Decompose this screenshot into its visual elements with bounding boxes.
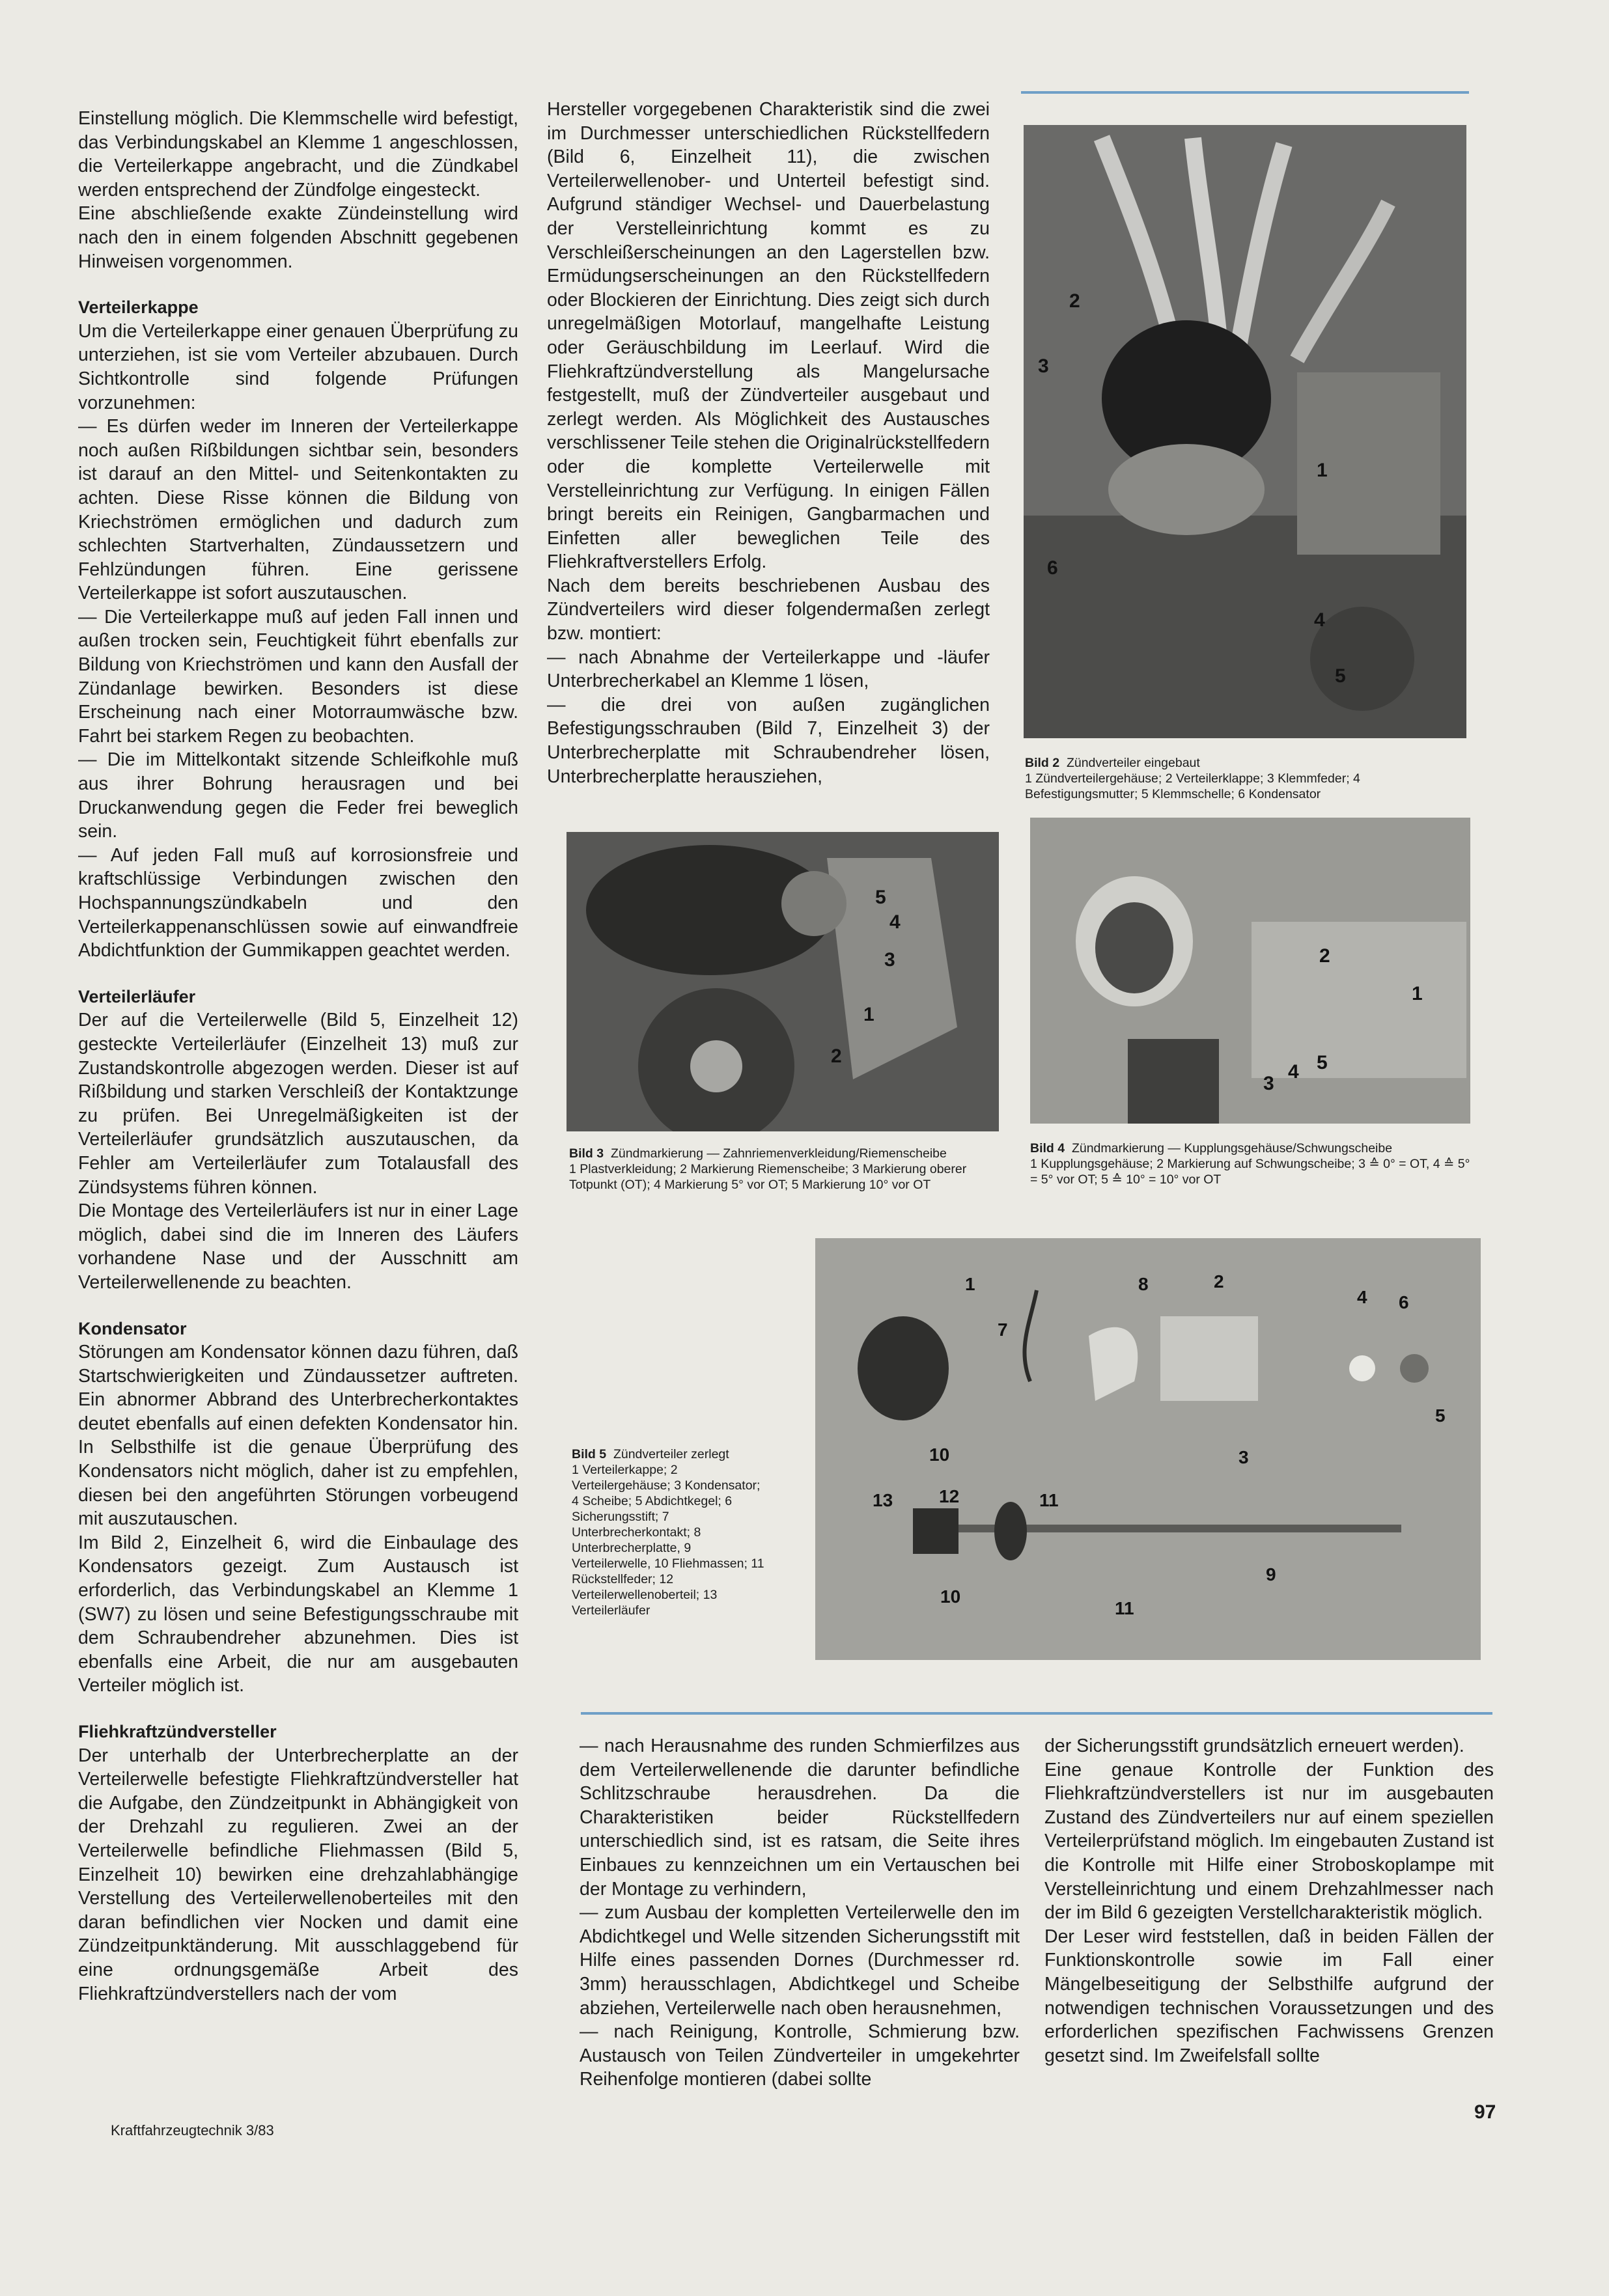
caption-title: Zündmarkierung — Kupplungsgehäuse/Schwungscheibe: [1071, 1141, 1393, 1155]
paragraph: — Auf jeden Fall muß auf korrosionsfreie und kraftschlüssige Verbindungen zwischen den Hochspannungszündkabeln und den Verteilerkappenanschlüssen sowie auf einwandfreie Abdichtfunktion der Gummikappen geachtet werden.: [78, 844, 518, 961]
photo-label: 2: [1214, 1271, 1224, 1292]
photo-label: 2: [831, 1045, 842, 1067]
photo-label: 9: [1266, 1564, 1276, 1584]
photo-label: 11: [1115, 1598, 1134, 1618]
page-number: 97: [1474, 2101, 1496, 2123]
caption-label: Bild 3: [569, 1146, 604, 1161]
photo-label: 5: [1335, 665, 1346, 687]
photo-label: 4: [1314, 609, 1325, 631]
photo-label: 11: [1039, 1490, 1059, 1510]
caption-items: 1 Zündverteilergehäuse; 2 Verteilerklappe; 3 Klemmfeder; 4 Befestigungsmutter; 5 Klemmschelle; 6 Kondensator: [1025, 771, 1360, 801]
divider-rule: [1021, 91, 1469, 94]
section-heading: Verteilerkappe: [78, 297, 199, 318]
divider-rule: [581, 1712, 1492, 1715]
caption-label: Bild 2: [1025, 756, 1060, 770]
paragraph: Im Bild 2, Einzelheit 6, wird die Einbaulage des Kondensators gezeigt. Zum Austausch ist erforderlich, das Verbindungskabel an Klemme 1 (SW7) zu lösen und seine Befestigungsschraube mit dem Schraubendreher abzunehmen. Dies ist ebenfalls eine Arbeit, die nur am ausgebauten Verteiler möglich ist.: [78, 1532, 518, 1696]
photo-label: 1: [965, 1274, 975, 1294]
photo-label: 3: [1038, 355, 1049, 377]
paragraph: Der unterhalb der Unterbrecherplatte an der Verteilerwelle befestigte Fliehkraftzündversteller hat die Aufgabe, den Zündzeitpunkt in Abhängigkeit von der Drehzahl zu regulieren. Zwei an der Verteilerwelle befindliche Fliehmassen (Bild 5, Einzelheit 10) bewirken eine drehzahlabhängige Verstellung des Verteilerwellenoberteiles mit den daran befindlichen vier Nocken und damit eine Zündzeitpunktänderung. Mit ausschlaggebend für eine ordnungsgemäße Arbeit des Fliehkraftzündverstellers nach der vom: [78, 1745, 518, 2004]
caption-title: Zündverteiler zerlegt: [613, 1447, 729, 1461]
paragraph: — Die im Mittelkontakt sitzende Schleifkohle muß aus ihrer Bohrung herausragen und bei Druckanwendung gegen die Feder frei beweglich sein.: [78, 749, 518, 842]
paragraph: Hersteller vorgegebenen Charakteristik sind die zwei im Durchmesser unterschiedlichen Rückstellfedern (Bild 6, Einzelheit 11), die zwischen Verteilerwellenober- und Unterteil befestigt sind. Aufgrund ständiger Wechsel- und Dauerbelastung der Verstelleinrichtung kommt es zu Verschleißerscheinungen an den Lagerstellen bzw. Ermüdungserscheinungen an den Rückstellfedern oder Blockieren der Einrichtung. Dies zeigt sich durch unregelmäßigen Motorlauf, mangelhafte Leistung oder Geräuschbildung im Leerlauf. Wird die Fliehkraftzündverstellung als Mangelursache festgestellt, muß der Zündverteiler ausgebaut und zerlegt werden. Als Möglichkeit des Austausches verschlissener Teile stehen die Originalrückstellfedern oder die komplette Verteilerwelle mit Verstelleinrichtung zur Verfügung. In einigen Fällen bringt bereits ein Reinigen, Gangbarmachen und Einfetten aller beweglichen Teile des Fliehkraftverstellers Erfolg.: [547, 99, 990, 573]
caption-label: Bild 4: [1030, 1141, 1065, 1155]
photo-label: 5: [1317, 1052, 1328, 1073]
paragraph: Um die Verteilerkappe einer genauen Überprüfung zu unterziehen, ist sie vom Verteiler abzubauen. Durch Sichtkontrolle sind folgende Prüfungen vorzunehmen:: [78, 320, 518, 413]
photo-label: 5: [1435, 1405, 1446, 1426]
photo-label: 8: [1138, 1274, 1149, 1294]
paragraph: — nach Abnahme der Verteilerkappe und -läufer Unterbrecherkabel an Klemme 1 lösen,: [547, 646, 990, 692]
photo-label: 7: [998, 1320, 1008, 1340]
caption-items: 1 Verteilerkappe; 2 Verteilergehäuse; 3 Kondensator; 4 Scheibe; 5 Abdichtkegel; 6 Sicherungsstift; 7 Unterbrecherkontakt; 8 Unterbrecherplatte, 9 Verteilerwelle, 10 Fliehmassen; 11 Rückstellfeder; 12 Verteilerwellenoberteil; 13 Verteilerläufer: [572, 1463, 764, 1618]
footer-source: Kraftfahrzeugtechnik 3/83: [111, 2122, 274, 2138]
paragraph: Störungen am Kondensator können dazu führen, daß Startschwierigkeiten und Zündaussetzer auftreten. Ein abnormer Abbrand des Unterbrecherkontaktes deutet ebenfalls auf einen defekten Kondensator hin. In Selbsthilfe ist die genaue Überprüfung des Kondensators nicht möglich, daher ist zu empfehlen, diesen bei den angeführten Störungen vorbeugend mit auszutauschen.: [78, 1342, 518, 1530]
caption-items: 1 Kupplungsgehäuse; 2 Markierung auf Schwungscheibe; 3 ≙ 0° = OT, 4 ≙ 5° = 5° vor OT; 5 ≙ 10° = 10° vor OT: [1030, 1157, 1470, 1187]
photo-label: 4: [889, 911, 901, 933]
photo-bild-3: [567, 832, 999, 1131]
paragraph: der Sicherungsstift grundsätzlich erneuert werden).: [1044, 1736, 1464, 1756]
column-1: [78, 107, 518, 2006]
photo-label: 12: [939, 1486, 960, 1506]
photo-label: 1: [1317, 460, 1328, 481]
caption-bild-3: [569, 1146, 1005, 1193]
photo-label: 10: [940, 1586, 961, 1607]
photo-label: 5: [875, 887, 886, 908]
photo-bild-5: [815, 1238, 1481, 1660]
caption-bild-5: [572, 1446, 767, 1618]
bottom-column-3: [1044, 1734, 1494, 2068]
photo-bild-4: [1030, 818, 1470, 1124]
photo-label: 3: [1238, 1447, 1249, 1467]
section-heading: Kondensator: [78, 1318, 187, 1338]
paragraph: Nach dem bereits beschriebenen Ausbau des Zündverteilers wird dieser folgendermaßen zerlegt bzw. montiert:: [547, 575, 990, 644]
paragraph: — nach Herausnahme des runden Schmierfilzes aus dem Verteilerwellenende die darunter befindliche Schlitzschraube herausdrehen. Da die Charakteristiken beider Rückstellfedern unterschiedlich sind, ist es ratsam, die Seite ihres Einbaues zu kennzeichnen um ein Vertauschen bei der Montage zu verhindern,: [580, 1736, 1020, 1900]
photo-label: 4: [1357, 1287, 1367, 1307]
photo-label: 13: [873, 1490, 893, 1510]
photo-label: 6: [1047, 557, 1058, 579]
photo-label: 1: [863, 1004, 874, 1025]
section-heading: Verteilerläufer: [78, 986, 196, 1006]
paragraph: — zum Ausbau der kompletten Verteilerwelle den im Abdichtkegel und Welle sitzenden Sicherungsstift mit Hilfe eines passenden Dornes (Durchmesser rd. 3mm) herausschlagen, Abdichtkegel und Scheibe abziehen, Verteilerwelle nach oben herausnehmen,: [580, 1902, 1020, 2019]
photo-label: 4: [1288, 1061, 1299, 1083]
paragraph: Der Leser wird feststellen, daß in beiden Fällen der Funktionskontrolle sowie im Fall einer Mängelbeseitigung der Selbsthilfe aufgrund der notwendigen technischen Voraussetzungen und des erforderlichen spezifischen Fachwissens Grenzen gesetzt sind. Im Zweifelsfall sollte: [1044, 1926, 1494, 2066]
caption-bild-4: [1030, 1141, 1479, 1187]
caption-title: Zündverteiler eingebaut: [1066, 756, 1200, 770]
caption-bild-2: [1025, 755, 1474, 802]
paragraph: — nach Reinigung, Kontrolle, Schmierung bzw. Austausch von Teilen Zündverteiler in umgekehrter Reihenfolge montieren (dabei sollte: [580, 2021, 1020, 2090]
paragraph: — die drei von außen zugänglichen Befestigungsschrauben (Bild 7, Einzelheit 3) der Unterbrecherplatte mit Schraubendreher lösen, Unterbrecherplatte herausziehen,: [547, 694, 990, 787]
photo-label: 1: [1412, 983, 1423, 1004]
paragraph: — Die Verteilerkappe muß auf jeden Fall innen und außen trocken sein, Feuchtigkeit führt ebenfalls zur Bildung von Kriechströmen und kann den Ausfall der Zündanlage bewirken. Besonders ist diese Erscheinung nach einer Motorraumwäsche bzw. Fahrt bei starkem Regen zu beobachten.: [78, 606, 518, 747]
caption-title: Zündmarkierung — Zahnriemenverkleidung/Riemenscheibe: [610, 1146, 947, 1161]
paragraph: — Es dürfen weder im Inneren der Verteilerkappe noch außen Rißbildungen sichtbar sein, besonders ist darauf an den Mittel- und Seitenkontakten zu achten. Diese Risse können die Bildung von Kriechströmen ermöglichen und dadurch zum schlechten Startverhalten, Zündaussetzern und Fehlzündungen führen. Eine gerissene Verteilerkappe ist sofort auszutauschen.: [78, 416, 518, 604]
column-2: [547, 98, 990, 788]
caption-label: Bild 5: [572, 1447, 607, 1461]
bottom-column-2: [580, 1734, 1020, 2092]
paragraph: Einstellung möglich. Die Klemmschelle wird befestigt, das Verbindungskabel an Klemme 1 angeschlossen, die Verteilerkappe angebracht, und die Zündkabel werden entsprechend der Zündfolge eingesteckt.: [78, 108, 518, 201]
paragraph: Die Montage des Verteilerläufers ist nur in einer Lage möglich, dabei sind die im Inneren des Läufers vorhandene Nase und der Ausschnitt am Verteilerwellenende zu beachten.: [78, 1200, 518, 1293]
section-heading: Fliehkraftzündversteller: [78, 1722, 277, 1741]
photo-label: 3: [884, 949, 895, 971]
photo-bild-2: [1024, 125, 1466, 738]
paragraph: Eine abschließende exakte Zündeinstellung wird nach den in einem folgenden Abschnitt gegebenen Hinweisen vorgenommen.: [78, 203, 518, 272]
photo-label: 10: [929, 1445, 950, 1465]
photo-label: 2: [1069, 290, 1080, 312]
caption-items: 1 Plastverkleidung; 2 Markierung Riemenscheibe; 3 Markierung oberer Totpunkt (OT); 4 Markierung 5° vor OT; 5 Markierung 10° vor OT: [569, 1162, 967, 1192]
photo-label: 3: [1263, 1073, 1274, 1094]
paragraph: Eine genaue Kontrolle der Funktion des Fliehkraftzündverstellers ist nur im ausgebauten Zustand des Zündverteilers nur auf einem speziellen Verteilerprüfstand möglich. Im eingebauten Zustand ist die Kontrolle mit Hilfe einer Stroboskoplampe mit Verstelleinrichtung und einem Drehzahlmesser nach der im Bild 6 gezeigten Verstellcharakteristik möglich.: [1044, 1759, 1494, 1924]
photo-label: 2: [1319, 945, 1330, 967]
paragraph: Der auf die Verteilerwelle (Bild 5, Einzelheit 12) gesteckte Verteilerläufer (Einzelheit 13) muß zur Zustandskontrolle abgezogen werden. Dieser ist auf Rißbildung und starken Verschleiß der Kontaktzunge zu prüfen. Bei Unregelmäßigkeiten ist der Verteilerläufer grundsätzlich auszutauschen, da Fehler am Verteilerläufer zum Totalausfall des Zündsystems führen können.: [78, 1010, 518, 1198]
photo-label: 6: [1399, 1292, 1409, 1312]
